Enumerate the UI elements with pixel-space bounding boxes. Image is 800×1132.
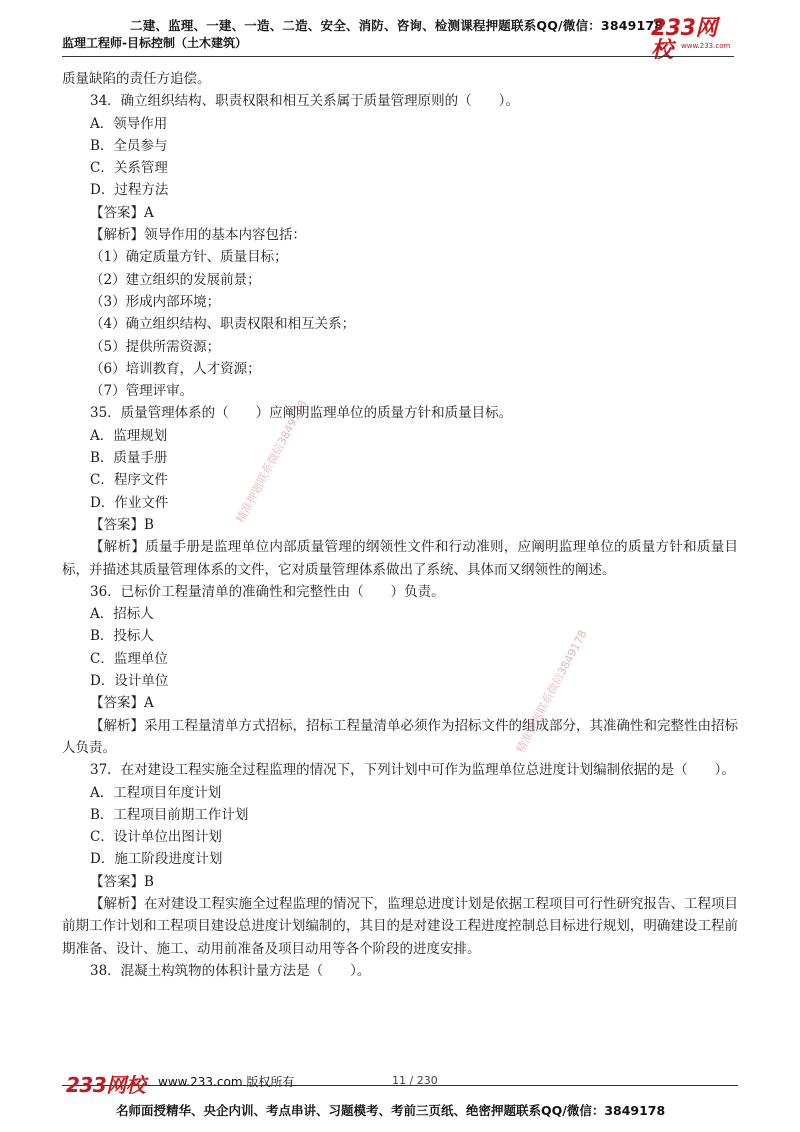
explanation: 【解析】在对建设工程实施全过程监理的情况下，监理总进度计划是依据工程项目可行性研究报告、工程项目前期工作计划和工程项目建设总进度计划编制的，其目的是对建设工程进度控制总目标进行规划，明确建设工程前期准备、设计、施工、动用前准备及项目动用等各个阶段的进度安排。 xyxy=(62,895,738,957)
option-a: A．工程项目年度计划 xyxy=(90,784,222,801)
brand-logo-url: www.233.com xyxy=(681,42,731,50)
explanation: 【解析】采用工程量清单方式招标，招标工程量清单必须作为招标文件的组成部分，其准确性和完整性由招标人负责。 xyxy=(62,717,738,756)
option-c: C．程序文件 xyxy=(90,472,168,489)
watermark: 精准押题联系微信3849178 xyxy=(233,397,310,526)
explanation: 【解析】质量手册是监理单位内部质量管理的纲领性文件和行动准则，应阐明监理单位的质量方针和质量目标，并描述其质量管理体系的文件，它对质量管理体系做出了系统、具体而又纲领性的阐述。 xyxy=(62,539,738,578)
explanation-item: （7）管理评审。 xyxy=(90,383,194,400)
question-34: 34．确立组织结构、职责权限和相互关系属于质量管理原则的（ ）。 xyxy=(90,93,519,110)
header-promo-text: 二建、监理、一建、一造、二造、安全、消防、咨询、检测课程押题联系QQ/微信：3849178 xyxy=(130,18,664,33)
text-line: 质量缺陷的责任方追偿。 xyxy=(62,71,211,87)
page-header xyxy=(0,0,800,62)
option-b: B．工程项目前期工作计划 xyxy=(90,806,249,823)
document-body xyxy=(62,68,738,982)
option-d: D．过程方法 xyxy=(90,182,169,199)
question-36: 36．已标价工程量清单的准确性和完整性由（ ）负责。 xyxy=(90,583,445,600)
answer: 【答案】A xyxy=(90,204,154,221)
explanation-item: （3）形成内部环境； xyxy=(90,293,221,310)
footer-brand-logo: 233网校 xyxy=(66,1073,146,1097)
option-b: B．投标人 xyxy=(90,628,154,645)
brand-logo xyxy=(651,16,735,63)
option-a: A．领导作用 xyxy=(90,115,168,132)
explanation-item: （5）提供所需资源； xyxy=(90,338,221,355)
option-a: A．监理规划 xyxy=(90,427,168,444)
option-c: C．设计单位出图计划 xyxy=(90,829,222,846)
explanation-item: （6）培训教育，人才资源； xyxy=(90,360,261,377)
footer-copyright: www.233.com 版权所有 xyxy=(158,1075,295,1089)
option-d: D．作业文件 xyxy=(90,494,169,511)
answer: 【答案】A xyxy=(90,695,154,712)
option-c: C．监理单位 xyxy=(90,650,168,667)
footer-promo-text: 名师面授精华、央企内训、考点串讲、习题模考、考前三页纸、绝密押题联系QQ/微信：3849178 xyxy=(116,1103,666,1118)
explanation: 【解析】领导作用的基本内容包括： xyxy=(90,227,306,244)
option-d: D．设计单位 xyxy=(90,673,169,690)
option-b: B．质量手册 xyxy=(90,450,168,467)
answer: 【答案】B xyxy=(90,873,154,890)
option-b: B．全员参与 xyxy=(90,137,168,154)
question-38: 38．混凝土构筑物的体积计量方法是（ ）。 xyxy=(90,962,371,979)
explanation-item: （4）确立组织结构、职责权限和相互关系； xyxy=(90,316,356,333)
watermark: 精准押题联系微信3849178 xyxy=(513,627,590,756)
explanation-item: （2）建立组织的发展前景； xyxy=(90,271,261,288)
option-d: D．施工阶段进度计划 xyxy=(90,851,223,868)
document-subtitle: 监理工程师-目标控制（土木建筑） xyxy=(62,36,247,50)
header-divider xyxy=(62,56,734,57)
answer: 【答案】B xyxy=(90,516,154,533)
option-a: A．招标人 xyxy=(90,606,154,623)
option-c: C．关系管理 xyxy=(90,160,168,177)
brand-logo-text: 233网校 xyxy=(651,16,717,63)
explanation-item: （1）确定质量方针、质量目标； xyxy=(90,249,288,266)
question-35: 35．质量管理体系的（ ）应阐明监理单位的质量方针和质量目标。 xyxy=(90,405,513,422)
page-number: 11 / 230 xyxy=(392,1074,438,1087)
question-37: 37．在对建设工程实施全过程监理的情况下，下列计划中可作为监理单位总进度计划编制依据的是（ ）。 xyxy=(90,762,735,779)
